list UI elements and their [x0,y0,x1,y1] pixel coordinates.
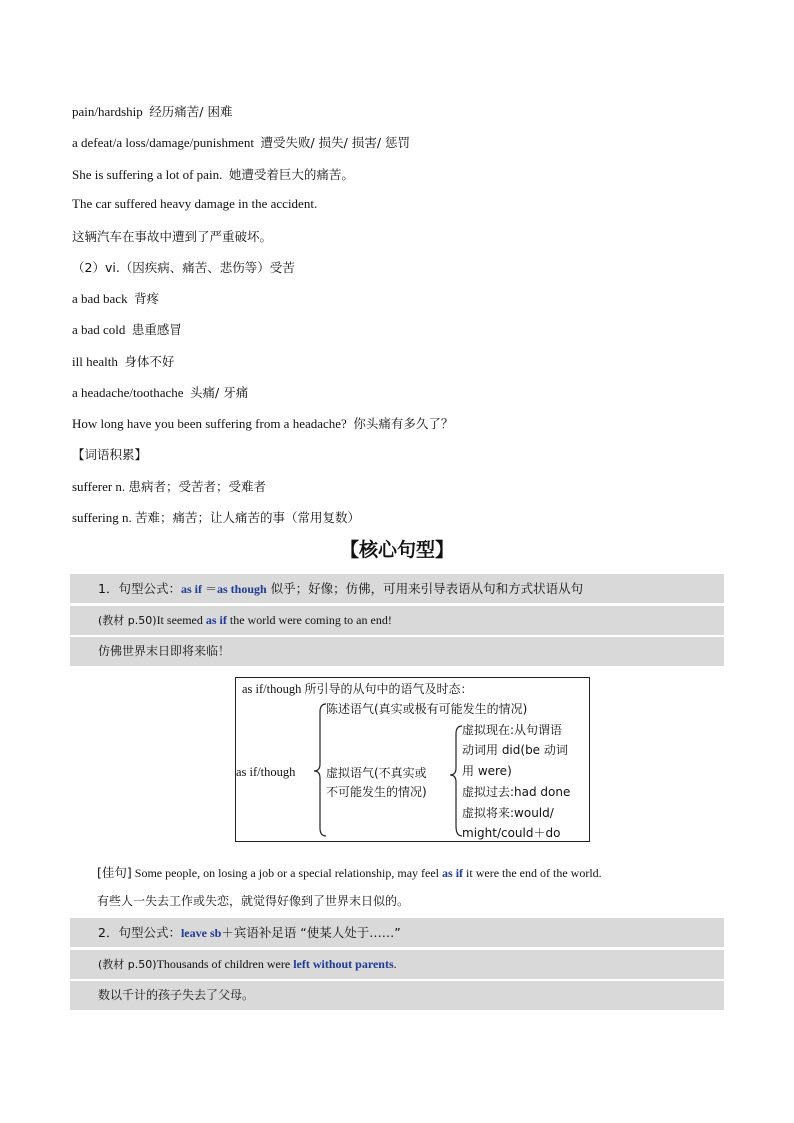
pattern2-translation: 数以千计的孩子失去了父母。 [70,981,724,1010]
vocab-cn: 【词语积累】 [72,447,148,462]
pattern2-ex-pre: Thousands of children were [156,957,294,971]
vocab-line [72,383,248,401]
vocab-en: a defeat/a loss/damage/punishment [72,135,254,150]
vocab-line [72,258,295,276]
vocab-line [72,477,266,495]
vocab-cn: 苦难；痛苦；让人痛苦的事（常用复数） [134,510,360,525]
vocab-line [72,196,317,212]
diagram-heading-cn: 所引导的从句中的语气及时态： [304,682,473,696]
pattern1-kw1: as if [180,582,202,596]
vocab-en: pain/hardship [72,104,143,119]
pattern2-prefix: 2．句型公式： [98,925,181,940]
vocab-en: sufferer n. [72,479,126,494]
vocab-line [72,414,453,432]
vocab-en: She is suffering a lot of pain. [72,167,223,182]
textbook-ref: (教材 p.50) [98,958,157,971]
textbook-ref: (教材 p.50) [98,614,157,627]
pattern1-ex-pre: It seemed [156,613,206,627]
vocab-en: a bad back [72,291,128,306]
vocab-line [72,133,410,151]
vocab-cn: 遭受失败/ 损失/ 损害/ 惩罚 [260,135,411,150]
pattern2-ex-kw: left without parents [293,957,394,971]
jiaju-post: it were the end of the world. [463,866,602,880]
vocab-cn: 身体不好 [124,354,175,369]
vocab-en: a bad cold [72,322,126,337]
vocab-cn: 这辆汽车在事故中遭到了严重破坏。 [72,229,273,244]
vocab-cn: （2）vi.（因疾病、痛苦、悲伤等）受苦 [72,260,295,275]
diagram-root: as if/though [236,765,296,779]
vocab-heading [72,445,147,463]
pattern1-example [70,606,724,635]
vocab-en: How long have you been suffering from a headache? [72,416,347,431]
vocab-cn: 你头痛有多久了？ [353,416,454,431]
pattern2-ex-post: . [393,957,397,971]
vocab-line [72,102,232,120]
vocab-cn: 患病者；受苦者；受难者 [128,479,266,494]
vocab-line [72,165,354,183]
vocab-line [72,227,272,245]
pattern1-translation: 仿佛世界末日即将来临！ [70,637,724,666]
grammar-diagram [235,677,590,842]
diagram-sub-present: 虚拟现在:从句谓语 [462,723,563,737]
pattern1-desc: 似乎；好像；仿佛，可用来引导表语从句和方式状语从句 [266,581,584,596]
vocab-en: The car suffered heavy damage in the accident. [72,196,318,211]
pattern1-formula [70,574,724,603]
diagram-sub-past: 虚拟过去:had done [462,785,571,799]
jiaju-pre: Some people, on losing a job or a special relationship, may feel [131,866,443,880]
vocab-en: suffering n. [72,510,132,525]
pattern1-ex-post: the world were coming to an end! [226,613,392,627]
pattern1-ex-kw: as if [205,613,227,627]
vocab-cn: 患重感冒 [131,322,182,337]
diagram-sub-future: might/could＋do [462,826,561,840]
diagram-branch-subjunctive: 不可能发生的情况) [326,785,427,799]
jiaju-translation: 有些人一失去工作或失恋，就觉得好像到了世界末日似的。 [97,894,410,908]
section-title: 【核心句型】 [339,539,454,561]
pattern2-example [70,950,724,979]
vocab-line [72,320,182,338]
jiaju-kw: as if [442,866,464,880]
jiaju-label: [佳句] [97,865,132,880]
diagram-branch-subjunctive: 虚拟语气(不真实或 [326,766,427,780]
vocab-en: a headache/toothache [72,385,184,400]
diagram-sub-present: 动词用 did(be 动词 [462,743,568,757]
diagram-heading-en: as if/though [242,682,302,696]
vocab-cn: 经历痛苦/ 困难 [149,104,233,119]
pattern1-prefix: 1．句型公式： [98,581,181,596]
vocab-line [72,352,174,370]
diagram-sub-future: 虚拟将来:would/ [462,806,554,820]
pattern2-kw: leave sb [180,926,222,940]
vocab-en: ill health [72,354,118,369]
diagram-sub-present: 用 were) [462,764,512,778]
pattern1-eq: ＝ [201,582,217,596]
jiaju-example [97,863,602,881]
vocab-cn: 背疼 [134,291,160,306]
pattern2-formula [70,918,724,947]
pattern1-kw2: as though [216,582,267,596]
vocab-line [72,289,159,307]
pattern2-desc: ＋宾语补足语 “使某人处于……” [221,925,401,940]
vocab-cn: 头痛/ 牙痛 [190,385,249,400]
diagram-branch-indicative: 陈述语气(真实或极有可能发生的情况) [326,702,528,716]
vocab-line [72,508,360,526]
vocab-cn: 她遭受着巨大的痛苦。 [228,167,354,182]
